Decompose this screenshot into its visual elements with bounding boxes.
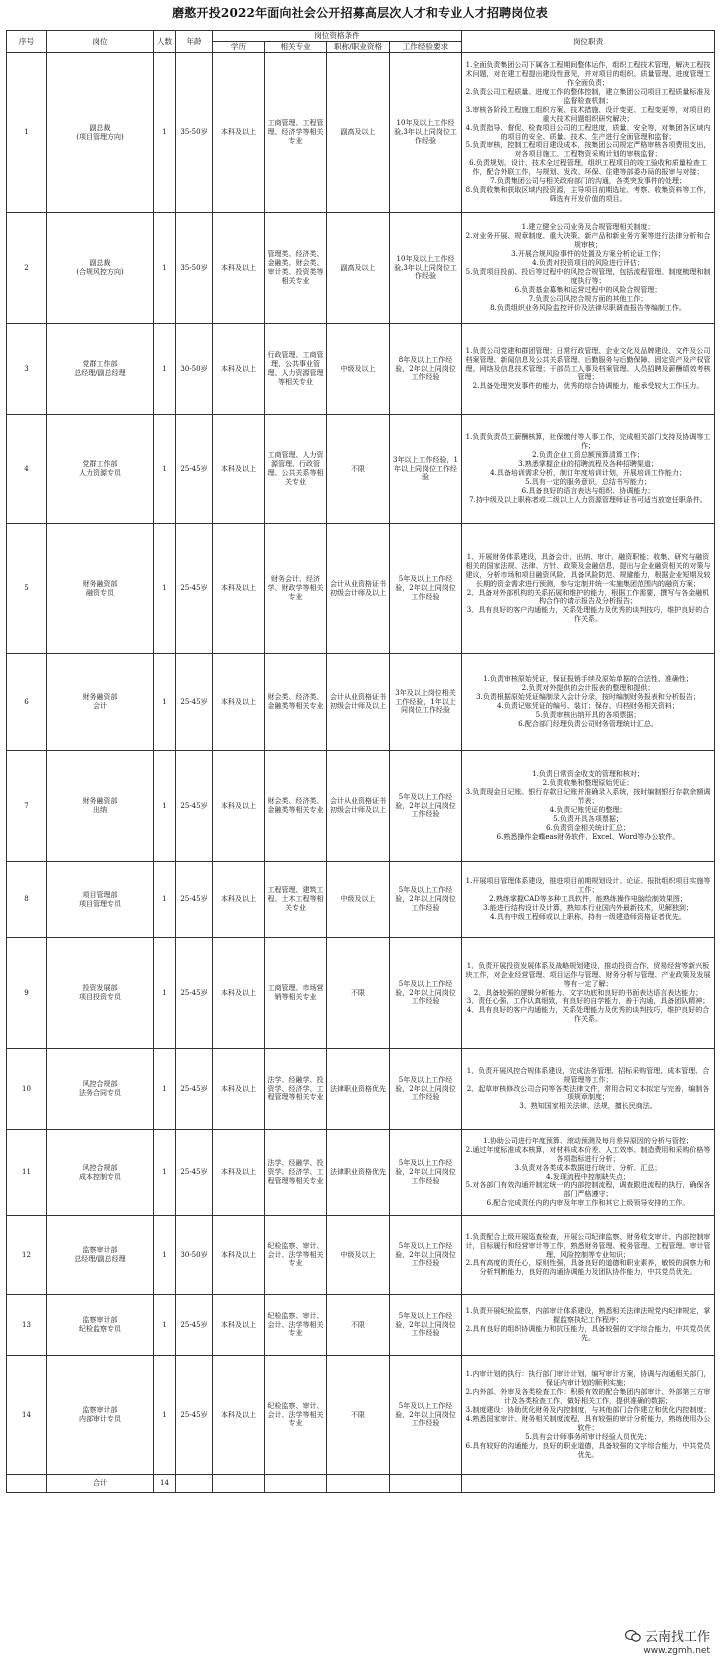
duty-item: 1.负责日常资金收支的管理和核对； bbox=[532, 770, 644, 779]
header-education: 学历 bbox=[213, 42, 265, 53]
row-major: 工商管理、市场营销等相关专业 bbox=[265, 938, 327, 1049]
duty-item: 2.通过年度标准成本核算，对材料成本价差、人工效率、制造费用和采购价格等各项指标进行分析； bbox=[465, 1145, 711, 1163]
position-line: 监察审计部 bbox=[82, 1406, 118, 1415]
row-duties bbox=[462, 938, 715, 1049]
row-experience: 5年及以上工作经验，2年以上同岗位工作经验 bbox=[390, 1295, 462, 1356]
row-seq: 5 bbox=[7, 524, 47, 654]
position-line: 财务融资部 bbox=[82, 797, 118, 806]
row-major: 纪检监察、审计、会计、法学等相关专业 bbox=[265, 1356, 327, 1475]
row-position bbox=[47, 1130, 154, 1216]
row-age: 25-45岁 bbox=[176, 654, 213, 751]
row-age: 25-45岁 bbox=[176, 415, 213, 524]
position-line: 项目管理专员 bbox=[79, 899, 121, 908]
duty-item: 2.具有高度的责任心，原则性强，具备良好的道德和职业素养，敏锐的洞察力和分析判断能力，良好的沟通协调能力及团队协作能力，中共党员优先。 bbox=[465, 1259, 711, 1277]
row-position bbox=[47, 524, 154, 654]
row-duties bbox=[462, 751, 715, 862]
total-label: 合计 bbox=[47, 1475, 154, 1493]
duty-item: 3.审核各阶段工程施工组织方案、技术措施、设计变更、工程变更等，对项目的重大技术问题组织研究解决； bbox=[465, 105, 711, 123]
row-count: 1 bbox=[154, 524, 176, 654]
row-duties bbox=[462, 862, 715, 938]
position-line: 总经理/副总经理 bbox=[74, 1255, 126, 1263]
row-count: 1 bbox=[154, 415, 176, 524]
duty-item: 2、具备较强的逻辑分析能力、文字功底和良好的书面表达语言表达能力； bbox=[473, 988, 703, 997]
duty-item: 1.负责负责员工薪酬核算，社保缴付等人事工作，完成相关部门支持及协调等工作； bbox=[465, 433, 711, 451]
duty-item: 2.负责公司工程质量、进度工作的整体控制，建立集团公司项目工程质量标准及监督检查机制； bbox=[465, 87, 711, 105]
position-line: 出纳 bbox=[93, 806, 107, 814]
row-major: 工程管理、建筑工程、土木工程等相关专业 bbox=[265, 862, 327, 938]
row-age: 25-45岁 bbox=[176, 862, 213, 938]
row-experience: 5年及以上工作经验，2年以上同岗位工作经验 bbox=[390, 1216, 462, 1295]
row-seq: 14 bbox=[7, 1356, 47, 1475]
row-duties bbox=[462, 1130, 715, 1216]
duty-item: 3、熟知国家相关法律、法规，擅长民商法。 bbox=[519, 1102, 657, 1111]
row-seq: 10 bbox=[7, 1049, 47, 1130]
duty-item: 5.具有会计师事务所审计经验人员优先； bbox=[525, 1432, 651, 1441]
duty-item: 6.负责资金相关统计汇总； bbox=[546, 823, 630, 832]
row-major: 工商管理、工程管理、经济学等相关专业 bbox=[265, 53, 327, 213]
row-age: 35-50岁 bbox=[176, 53, 213, 213]
row-count: 1 bbox=[154, 53, 176, 213]
row-education: 本科及以上 bbox=[213, 751, 265, 862]
duty-item: 1.负责配合上级开展巡查检查，开展公司纪律监察、财务收支审计、内部控制审计，目标履行和经营审计等工作，熟悉财务管理、税务管理、工程管理、审计管理、风险控制等专业知识； bbox=[465, 1232, 711, 1259]
row-experience: 5年及以上工作经验，2年以上同岗位工作经验 bbox=[390, 751, 462, 862]
row-seq: 13 bbox=[7, 1295, 47, 1356]
duty-item: 4.发现流程中控制缺失点； bbox=[546, 1172, 630, 1181]
row-age: 25-45岁 bbox=[176, 524, 213, 654]
row-position bbox=[47, 938, 154, 1049]
watermark bbox=[625, 1626, 710, 1656]
duty-item: 3.能进行结构设计及计算，熟知本行业国内外最新技术，见解独到； bbox=[483, 903, 693, 912]
header-seq: 序号 bbox=[7, 31, 47, 53]
duty-item: 1.全面负责集团公司下属各工程期间整体运作，组织工程技术管理，解决工程技术问题，对在建工程提出建设性意见，并对项目的组织、质量管理、进度管理工作全面负责； bbox=[465, 60, 711, 87]
row-count: 1 bbox=[154, 213, 176, 324]
duty-item: 2、具备对外部机构的关系拓展和维护的能力，根据工作需要，撰写与各金融机构合作的请示报告及分析报告； bbox=[466, 588, 710, 606]
table-row bbox=[7, 53, 715, 213]
duty-item: 5.具有一定的服务意识，总结书写能力； bbox=[525, 477, 651, 486]
duty-item: 7.持中级及以上职称者或二级以上人力资源管理师证书可适当放宽任职条件。 bbox=[469, 495, 707, 504]
row-title-qualification: 法律职业资格优先 bbox=[327, 1049, 390, 1130]
table-row bbox=[7, 1130, 715, 1216]
row-major: 财务会计、经济学、财政学等相关专业 bbox=[265, 524, 327, 654]
duty-item: 6.具有较好的沟通能力，良好的职业道德，具备较强的文字综合能力，中共党员优先。 bbox=[465, 1441, 711, 1459]
duty-item: 2.负责收集和整理原始凭证； bbox=[542, 779, 634, 788]
row-title-qualification: 不限 bbox=[327, 1356, 390, 1475]
position-line: 监察审计部 bbox=[82, 1246, 118, 1255]
row-title-qualification: 副高及以上 bbox=[327, 53, 390, 213]
row-education: 本科及以上 bbox=[213, 862, 265, 938]
duty-item: 7.负责公司风控合规方面的其他工作； bbox=[528, 294, 648, 303]
row-title-qualification: 不限 bbox=[327, 415, 390, 524]
duty-item: 4.负责指导、督促、检查项目公司的工程进度，质量、安全等，对集团各区域内的项目的安全、质量、技术、生产进行全面管理和监督； bbox=[465, 123, 711, 141]
table-row bbox=[7, 324, 715, 415]
row-duties bbox=[462, 324, 715, 415]
duty-item: 1.开展项目管理体系建设，推进项目前期规划设计、论证、报批组织项目实施等工作； bbox=[465, 877, 711, 895]
duty-item: 1、负责开展投资发展体系及战略规划建设，推动投资合作、贸易经营等新兴板块工作，对企业经营管理、项目运作与管理、财务分析与管理、产业政策及发展等有一定了解； bbox=[465, 961, 711, 988]
row-count: 1 bbox=[154, 1295, 176, 1356]
row-education: 本科及以上 bbox=[213, 524, 265, 654]
row-seq: 3 bbox=[7, 324, 47, 415]
row-major: 财会类、经济类、金融类等相关专业 bbox=[265, 654, 327, 751]
row-count: 1 bbox=[154, 751, 176, 862]
position-line: 法务合同专员 bbox=[79, 1089, 121, 1097]
row-position bbox=[47, 1216, 154, 1295]
row-duties bbox=[462, 524, 715, 654]
row-experience: 3年及以上岗位相关工作经验，1年以上同岗位工作经验 bbox=[390, 654, 462, 751]
row-title-qualification: 不限 bbox=[327, 938, 390, 1049]
row-major: 管理类、经济类、金融类、财会类、审计类、投资类等相关专业 bbox=[265, 213, 327, 324]
table-row bbox=[7, 213, 715, 324]
table-row bbox=[7, 938, 715, 1049]
row-age: 30-50岁 bbox=[176, 324, 213, 415]
row-seq: 12 bbox=[7, 1216, 47, 1295]
duty-item: 4.熟悉国家审计、财务相关制度流程，具有较强的审计分析能力，熟练使用办公软件； bbox=[465, 1415, 711, 1432]
duty-item: 1.协助公司进行年度预算、滚动预测及每月差异原因的分析与管控； bbox=[483, 1136, 693, 1145]
row-education: 本科及以上 bbox=[213, 654, 265, 751]
duty-item: 2.对业务开展、规章制度、重大决策、新产品和新业务方案等进行法律分析和合规审核； bbox=[465, 232, 711, 250]
row-title-qualification: 会计从业资格证书初级会计师及以上 bbox=[327, 751, 390, 862]
duty-item: 1、开展财务体系建设，具备会计、出纳、审计、融资职能；收集、研究与融资相关的国家法规、法律、方针、政策及金融信息，提出与企业融资相关的对策与建议，分析市场和项目融资风险，具备风险防范、规避能力，根据企业短期及较长期的资金需求进行预测，参与定制并统一实施集团范围内的融资方案； bbox=[465, 552, 711, 588]
row-position bbox=[47, 1295, 154, 1356]
table-row bbox=[7, 654, 715, 751]
duty-item: 3.开展合规风险事件的处置及方案分析论证工作； bbox=[511, 250, 665, 259]
table-row bbox=[7, 1295, 715, 1356]
row-age: 25-45岁 bbox=[176, 938, 213, 1049]
duty-item: 2.负责对外提供的会计报表的整理和提供； bbox=[521, 684, 655, 693]
row-position bbox=[47, 415, 154, 524]
row-education: 本科及以上 bbox=[213, 213, 265, 324]
position-line: 融资专员 bbox=[86, 588, 114, 597]
duty-item: 2.负责企业工资总额预算清算工作； bbox=[532, 451, 644, 460]
row-position bbox=[47, 1049, 154, 1130]
row-seq: 11 bbox=[7, 1130, 47, 1216]
duty-item: 6.负责规划、设计、技术全过程管理，组织工程项目的竣工验收和质量检查工作，配合外联工作，与规划、发改、环保、住建等部委办局的报审与对接； bbox=[469, 159, 707, 177]
watermark-text: 云南找工作 bbox=[644, 1630, 710, 1645]
row-title-qualification: 副高及以上 bbox=[327, 213, 390, 324]
row-seq: 1 bbox=[7, 53, 47, 213]
duty-item: 2.具有良好的组织协调能力和抗压能力，具备较强的文字综合能力，中共党员优先。 bbox=[465, 1325, 711, 1342]
position-line: 会计 bbox=[93, 702, 107, 710]
row-experience: 10年及以上工作经验,3年以上同岗位工作经验 bbox=[390, 53, 462, 213]
duty-item: 3、具有良好的客户沟通能力，关系处理能力及优秀的谈判技巧，维护良好的合作关系。 bbox=[466, 606, 710, 624]
table-row bbox=[7, 1356, 715, 1475]
row-count: 1 bbox=[154, 1356, 176, 1475]
duty-item: 5.负责项目投前、投后等过程中的风控合规管理，包括流程管理、制度梳理和制度执行等； bbox=[465, 268, 711, 285]
header-age: 年龄 bbox=[176, 31, 213, 53]
row-major: 行政管理、工商管理、公共事业管理、人力资源管理等相关专业 bbox=[265, 324, 327, 415]
duty-item: 3.熟悉掌握企业的招聘流程及各种招聘渠道； bbox=[518, 460, 658, 469]
position-line: (项目管理方向) bbox=[76, 132, 124, 141]
row-age: 25-45岁 bbox=[176, 1049, 213, 1130]
row-title-qualification: 会计从业资格证书初级会计师及以上 bbox=[327, 524, 390, 654]
row-title-qualification: 不限 bbox=[327, 1295, 390, 1356]
table-row bbox=[7, 862, 715, 938]
row-seq: 4 bbox=[7, 415, 47, 524]
duty-item: 4.具备培训需求分析，制订年度培训计划，开展培训工作能力； bbox=[490, 469, 686, 477]
duty-item: 3.制度建设：协助优化财务及内控制度，与其他部门合作建立和优化内控制度； bbox=[465, 1406, 711, 1415]
row-education: 本科及以上 bbox=[213, 53, 265, 213]
row-title-qualification: 中级及以上 bbox=[327, 324, 390, 415]
row-experience: 5年及以上工作经验，2年以上同岗位工作经验 bbox=[390, 862, 462, 938]
position-line: 纪检监察专员 bbox=[79, 1325, 121, 1333]
row-seq: 6 bbox=[7, 654, 47, 751]
position-line: 监察审计部 bbox=[82, 1316, 118, 1325]
row-position bbox=[47, 1356, 154, 1475]
header-count: 人数 bbox=[154, 31, 176, 53]
row-experience: 5年及以上工作经验，2年以上同岗位工作经验 bbox=[390, 938, 462, 1049]
duty-item: 6.配合部门经理负责公司财务管理统计汇总。 bbox=[518, 719, 658, 728]
row-duties bbox=[462, 654, 715, 751]
duty-item: 5.负责开具各项票据； bbox=[553, 814, 623, 823]
row-age: 30-50岁 bbox=[176, 1216, 213, 1295]
row-seq: 7 bbox=[7, 751, 47, 862]
row-education: 本科及以上 bbox=[213, 938, 265, 1049]
duty-item: 3.负责现金日记账、银行存款日记账并准确录入系统，按时编制银行存款余额调节表； bbox=[465, 788, 711, 806]
position-line: 副总裁 bbox=[89, 123, 111, 132]
row-age: 35-50岁 bbox=[176, 213, 213, 324]
row-education: 本科及以上 bbox=[213, 1216, 265, 1295]
duty-item: 1.内审计划的执行：执行部门审计计划，编写审计方案，协调与沟通相关部门，保证内审计划的顺利实施； bbox=[465, 1370, 711, 1388]
row-duties bbox=[462, 53, 715, 213]
duty-item: 8.负责收集和获取区域内投资源，主导项目前期选址、考察、收集资料等工作，筛选有开发价值的项目。 bbox=[465, 186, 711, 204]
row-major: 纪检监察、审计、会计、法学等相关专业 bbox=[265, 1295, 327, 1356]
header-qualification-group: 岗位资格条件 bbox=[213, 31, 462, 42]
position-line: (合规风控方向) bbox=[76, 268, 124, 276]
row-seq: 9 bbox=[7, 938, 47, 1049]
duty-item: 2.内外部、外审及各类检查工作：积极有效的配合集团内部审计、外部第三方审计及各类检查工作，做好相关工作，提供准确的数据； bbox=[465, 1388, 711, 1406]
row-count: 1 bbox=[154, 654, 176, 751]
header-major: 相关专业 bbox=[265, 42, 327, 53]
row-count: 1 bbox=[154, 938, 176, 1049]
row-experience: 5年及以上工作经验，2年以上同岗位工作经验 bbox=[390, 524, 462, 654]
duty-item: 1.负责开展纪检监察，内部审计体系建设，熟悉相关法律法规党内纪律规定，掌握监察执纪工作程序； bbox=[465, 1307, 711, 1325]
row-major: 财会类、经济类、金融类等相关专业 bbox=[265, 751, 327, 862]
duty-item: 3、责任心强，工作认真细致，有良好的自学能力，善于沟通，具备团队精神； bbox=[466, 997, 710, 1006]
duty-item: 1.建立健全公司业务及合规管理相关制度； bbox=[521, 223, 655, 232]
duty-item: 2.具备处理突发事件的能力，优秀的综合协调能力，能承受较大工作压力。 bbox=[472, 382, 704, 391]
row-position bbox=[47, 324, 154, 415]
duty-item: 4.具有中级工程师或以上职称，持有一级建造师资格证者优先。 bbox=[490, 912, 686, 921]
row-major: 工商管理、人力资源管理、行政管理、公共关系等相关专业 bbox=[265, 415, 327, 524]
row-count: 1 bbox=[154, 1216, 176, 1295]
duty-item: 6.熟悉操作金蝶eas财务软件、Excel、Word等办公软件。 bbox=[496, 832, 680, 841]
row-age: 25-45岁 bbox=[176, 751, 213, 862]
duty-item: 5.负责审核出纳开具的各项票据； bbox=[535, 710, 641, 719]
duty-item: 6.配合完成责任内的内审及年审工作和其它上级领导安排的工作。 bbox=[486, 1199, 690, 1208]
duty-item: 2、起草审核修改公司合同等各类法律文件，常用合同文本拟定与完善，编制各项规章制度； bbox=[466, 1084, 710, 1102]
duty-item: 5.对各部门有效沟通并制定统一的内部控制流程，调查跟进流程的执行，确保各部门严格遵守； bbox=[465, 1181, 711, 1199]
row-education: 本科及以上 bbox=[213, 1130, 265, 1216]
duty-item: 2.熟练掌握CAD等多种工具软件，能熟练操作电脑绘制效果图； bbox=[489, 895, 687, 904]
row-duties bbox=[462, 1356, 715, 1475]
row-position bbox=[47, 654, 154, 751]
duty-item: 4.负责记账凭证的编号、装订；保存、归档财务相关资料； bbox=[497, 702, 679, 710]
position-line: 投资发展部 bbox=[82, 984, 118, 993]
row-experience: 3年以上工作经验，1年以上同岗位工作经验 bbox=[390, 415, 462, 524]
position-line: 党群工作部 bbox=[82, 460, 118, 469]
table-row bbox=[7, 751, 715, 862]
row-count: 1 bbox=[154, 1130, 176, 1216]
row-seq: 8 bbox=[7, 862, 47, 938]
row-experience: 5年及以上工作经验，2年以上同岗位工作经验 bbox=[390, 1356, 462, 1475]
duty-item: 3.负责对各类成本数据进行统计、分析、汇总； bbox=[514, 1163, 662, 1172]
row-age: 25-45岁 bbox=[176, 1356, 213, 1475]
row-education: 本科及以上 bbox=[213, 1049, 265, 1130]
duty-item: 5.负责审核，控制工程项目建设成本，按集团公司规定严格审核各项费用支出，对各项目施工、工程物资采购计划的审核监督； bbox=[465, 141, 711, 159]
table-row bbox=[7, 415, 715, 524]
chat-bubble-icon bbox=[625, 1629, 641, 1643]
position-line: 项目投资专员 bbox=[79, 993, 121, 1001]
row-education: 本科及以上 bbox=[213, 324, 265, 415]
row-age: 25-45岁 bbox=[176, 1295, 213, 1356]
total-count: 14 bbox=[154, 1475, 176, 1493]
position-line: 风控合规部 bbox=[82, 1080, 118, 1089]
total-row bbox=[7, 1475, 715, 1493]
duty-item: 4.负责记账凭证的整理； bbox=[549, 806, 627, 814]
row-major: 法学、经融学、投资学、经济学、工程管理等相关专业 bbox=[265, 1049, 327, 1130]
header-position: 岗位 bbox=[47, 31, 154, 53]
position-line: 风控合规部 bbox=[82, 1163, 118, 1172]
table-row bbox=[7, 524, 715, 654]
job-table bbox=[6, 30, 715, 1493]
duty-item: 1、负责开展风控合规体系建设，完成法务管理、招标采购管理、成本管理、合规管理等工作； bbox=[466, 1066, 710, 1084]
row-duties bbox=[462, 1049, 715, 1130]
position-line: 内部审计专员 bbox=[79, 1415, 121, 1423]
row-experience: 8年及以上工作经验，2年以上同岗位工作经验 bbox=[390, 324, 462, 415]
duty-item: 1.负责审核原始凭证，保证报销手续及原始单据的合法性、准确性； bbox=[483, 675, 693, 684]
row-position bbox=[47, 862, 154, 938]
row-count: 1 bbox=[154, 324, 176, 415]
row-major: 纪检监察、审计、会计、法学等相关专业 bbox=[265, 1216, 327, 1295]
row-count: 1 bbox=[154, 862, 176, 938]
header-duties: 岗位职责 bbox=[462, 31, 715, 53]
row-education: 本科及以上 bbox=[213, 1295, 265, 1356]
duty-item: 7.负责集团公司与相关政府部门的沟通，各类突发事件的处理； bbox=[490, 177, 686, 186]
row-title-qualification: 中级及以上 bbox=[327, 862, 390, 938]
duty-item: 4、具有良好的客户沟通能力，关系处理能力及优秀的谈判技巧，维护良好的合作关系。 bbox=[466, 1006, 710, 1024]
row-duties bbox=[462, 1295, 715, 1356]
row-title-qualification: 中级及以上 bbox=[327, 1216, 390, 1295]
row-position bbox=[47, 751, 154, 862]
position-line: 总经理/副总经理 bbox=[74, 369, 126, 377]
duty-item: 8.负责组织业务风险监控评价及法律尽职调查报告等编制工作。 bbox=[490, 303, 686, 312]
row-title-qualification: 会计从业资格证书初级会计师及以上 bbox=[327, 654, 390, 751]
duty-item: 3.负责根据原始凭证编制录入会计分录，按时编制财务报表和分析报告； bbox=[476, 693, 700, 702]
position-line: 人力资源专员 bbox=[79, 469, 121, 477]
row-title-qualification: 法律职业资格优先 bbox=[327, 1130, 390, 1216]
row-major: 法学、经融学、投资学、经济学、工程管理等相关专业 bbox=[265, 1130, 327, 1216]
row-duties bbox=[462, 213, 715, 324]
row-experience: 5年及以上工作经验，2年以上同岗位工作经验 bbox=[390, 1130, 462, 1216]
position-line: 党群工作部 bbox=[82, 360, 118, 369]
row-duties bbox=[462, 415, 715, 524]
page-title: 磨憨开投2022年面向社会公开招募高层次人才和专业人才招聘岗位表 bbox=[172, 6, 548, 20]
row-position bbox=[47, 213, 154, 324]
duty-item: 1.负责公司党建和群团管理；日常行政管理、企业文化及品牌建设、文件及公司档案管理、新闻信息及公共关系管理、后勤服务与后勤保障、固定资产及产权管理、网络及信息技术管理；干部员工人事及档案管理、人员招聘及薪酬绩效考核管理； bbox=[465, 346, 711, 382]
row-education: 本科及以上 bbox=[213, 1356, 265, 1475]
position-line: 副总裁 bbox=[89, 259, 111, 268]
position-line: 财务融资部 bbox=[82, 579, 118, 588]
header-experience: 工作经验要求 bbox=[390, 42, 462, 53]
row-experience: 10年及以上工作经验,3年以上同岗位工作经验 bbox=[390, 213, 462, 324]
duty-item: 4.负责对投资项目的风险进行评估； bbox=[532, 259, 644, 268]
duty-item: 6.具备良好的语言表达与组织、协调能力； bbox=[521, 486, 655, 495]
row-position bbox=[47, 53, 154, 213]
position-line: 财务融资部 bbox=[82, 693, 118, 702]
position-line: 成本控制专员 bbox=[79, 1172, 121, 1181]
header-title-qualification: 职称/职业资格 bbox=[327, 42, 390, 53]
table-row bbox=[7, 1049, 715, 1130]
duty-item: 6.负责基金募集和运营过程中的风险合规管理； bbox=[514, 285, 662, 294]
row-seq: 2 bbox=[7, 213, 47, 324]
watermark-url: www.zgmh.net bbox=[643, 1646, 710, 1656]
row-duties bbox=[462, 1216, 715, 1295]
table-row bbox=[7, 1216, 715, 1295]
row-education: 本科及以上 bbox=[213, 415, 265, 524]
row-age: 25-45岁 bbox=[176, 1130, 213, 1216]
position-line: 项目管理部 bbox=[82, 890, 118, 899]
row-experience: 5年及以上工作经验，2年以上同岗位工作经验 bbox=[390, 1049, 462, 1130]
row-count: 1 bbox=[154, 1049, 176, 1130]
